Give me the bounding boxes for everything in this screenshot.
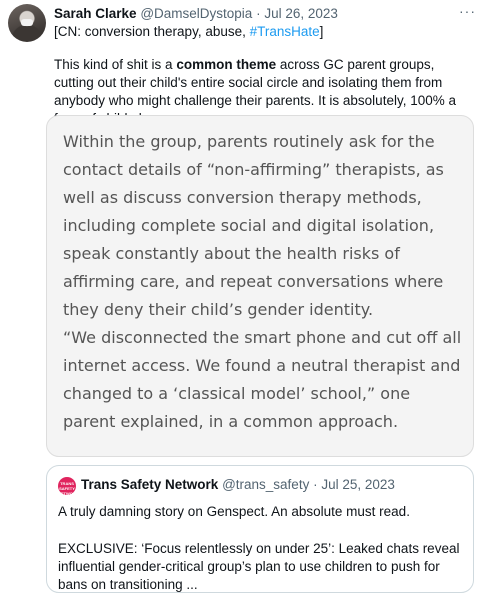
quoted-author-name[interactable]: Trans Safety Network xyxy=(81,477,219,492)
content-note-prefix: [CN: conversion therapy, abuse, xyxy=(54,24,250,39)
quoted-author-handle[interactable]: @trans_safety xyxy=(222,477,310,492)
quoted-tweet[interactable] xyxy=(46,465,474,593)
quoted-date[interactable]: Jul 25, 2023 xyxy=(321,477,395,492)
tweet-text-end: across GC parent groups, cutting out their child's entire social circle and isolating them from anybody who might challenge their parents. It is absolutely, 100% a xyxy=(54,57,456,108)
tweet-header xyxy=(54,5,480,23)
image-paragraph-1: Within the group, parents routinely ask for the contact details of “non-affirming” therapists, as well as discuss conversion therapy methods, including complete social and digital isolation, speak constantly about the health risks of affirming care, and repeat conversations where they deny their child’s gender identity. xyxy=(63,132,444,319)
image-paragraph-2: “We disconnected the smart phone and cut off all internet access. We found a neutral therapist and changed to a ‘classical model’ school,” one parent explained, in a common approach. xyxy=(63,328,462,431)
tweet-text-start: This kind of shit is a xyxy=(54,57,177,72)
content-note-suffix: ] xyxy=(319,24,324,39)
hashtag-link[interactable]: #TransHate xyxy=(249,24,320,39)
content-note xyxy=(54,23,323,41)
attached-image[interactable] xyxy=(46,115,474,457)
quoted-separator: · xyxy=(313,477,318,492)
header-separator: · xyxy=(256,6,261,21)
quoted-header xyxy=(81,476,395,494)
avatar-mask-detail xyxy=(21,19,33,26)
more-options-icon[interactable]: ··· xyxy=(459,3,476,19)
author-name[interactable]: Sarah Clarke xyxy=(54,6,137,21)
quoted-avatar: TRANS SAFETY NETWORK xyxy=(58,477,76,495)
author-handle[interactable]: @DamselDystopia xyxy=(140,6,253,21)
quoted-text-line-1: A truly damning story on Genspect. An absolute must read. xyxy=(58,504,410,519)
avatar[interactable] xyxy=(8,4,46,42)
quoted-text-line-2: EXCLUSIVE: ‘Focus relentlessly on under 25’: Leaked chats reveal influential gender-critical group’s plan to use children to push for bans on transitioning ... xyxy=(58,541,460,592)
tweet-text-bold: common theme xyxy=(176,57,277,72)
tweet-date[interactable]: Jul 26, 2023 xyxy=(264,6,338,21)
